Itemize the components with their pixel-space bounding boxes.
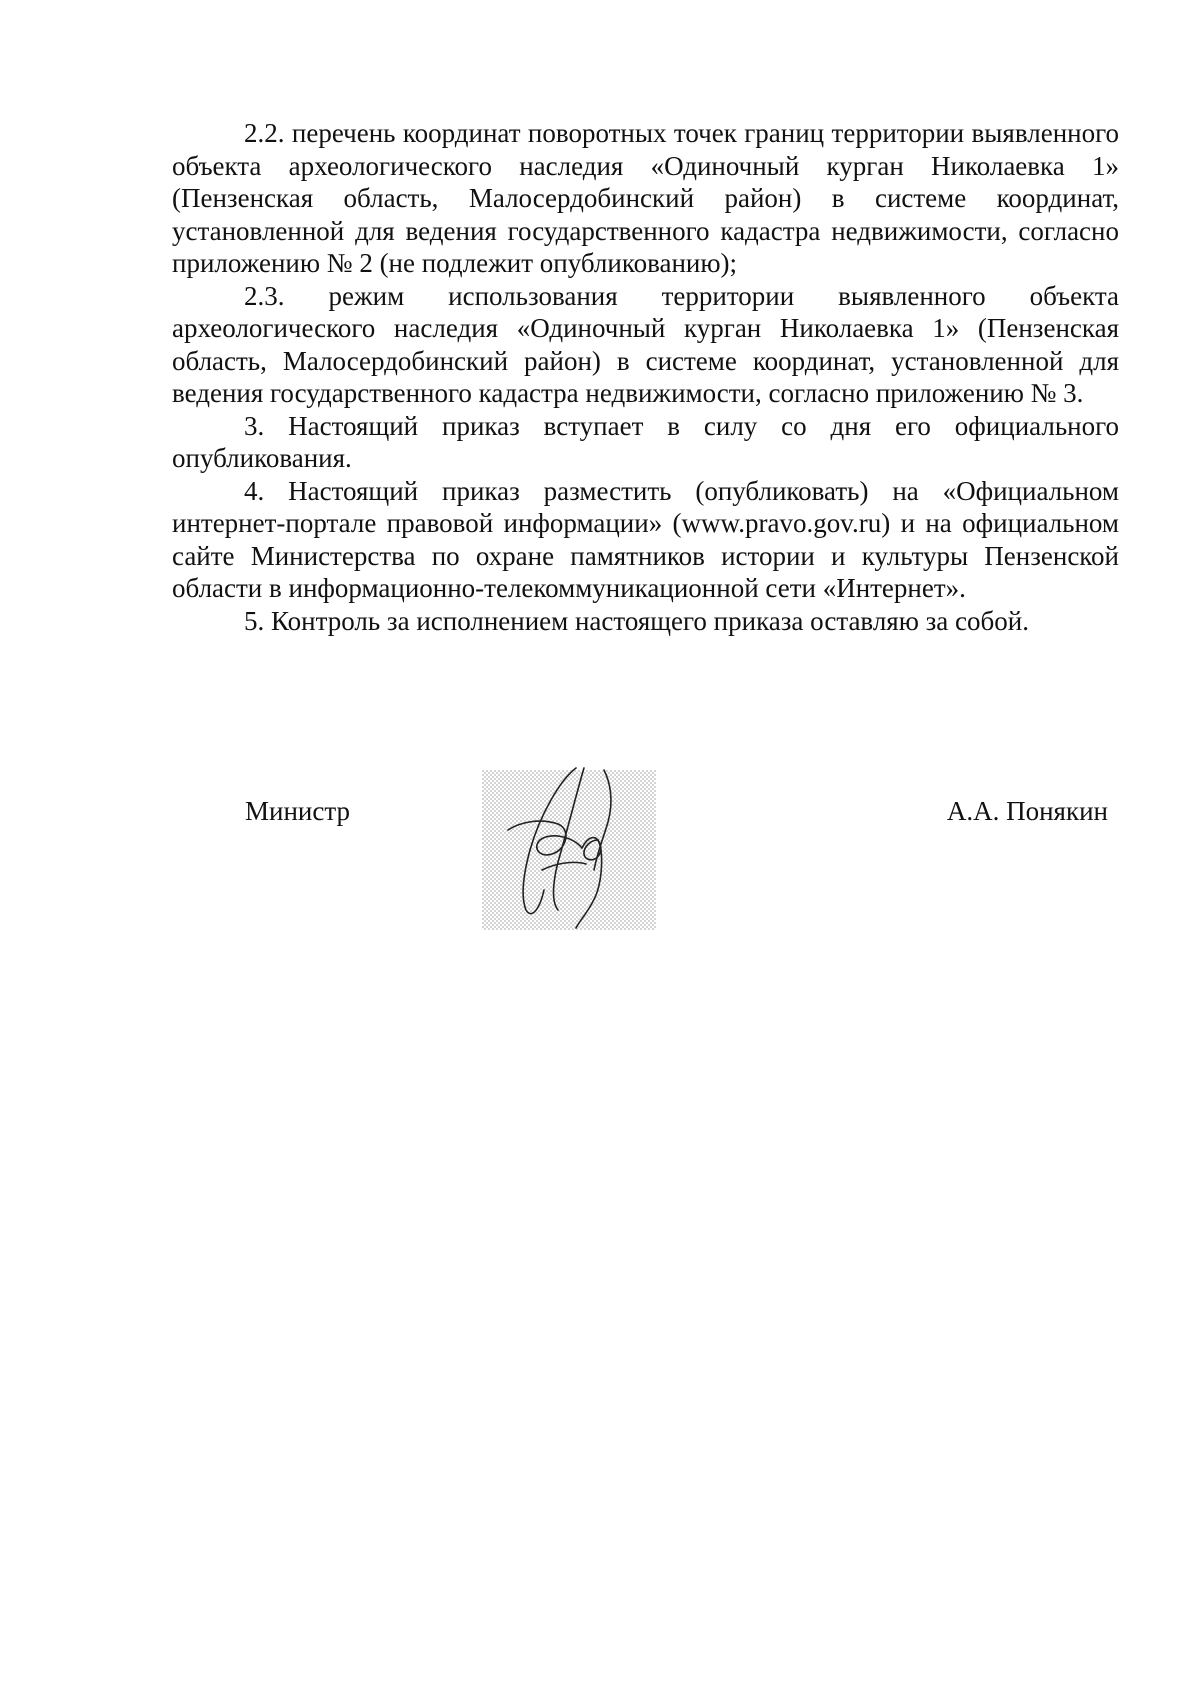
signature-background-screen	[482, 770, 656, 930]
signatory-name: А.А. Понякин	[946, 796, 1108, 826]
signature-svg	[480, 760, 658, 935]
signature-image	[480, 760, 658, 935]
signature-block	[0, 760, 1200, 960]
paragraph-2-3: 2.3. режим использования территории выявленного объекта археологического наследия «Одиночный курган Николаевка 1» (Пензенская область, Малосердобинский район) в системе координат, установленной для ведения государственного кадастра недвижимости, согласно приложению № 3.	[172, 280, 1119, 408]
signatory-title: Министр	[245, 796, 350, 826]
paragraph-3: 3. Настоящий приказ вступает в силу со дня его официального опубликования.	[172, 410, 1119, 473]
paragraph-5: 5. Контроль за исполнением настоящего приказа оставляю за собой.	[244, 605, 1029, 636]
paragraph-4: 4. Настоящий приказ разместить (опубликовать) на «Официальном интернет-портале правовой информации» (www.pravo.gov.ru) и на официальном сайте Министерства по охране памятников истории и культуры Пензенской области в информационно-телекоммуникационной сети «Интернет».	[172, 475, 1119, 603]
document-body	[172, 117, 1119, 637]
paragraph-2-2: 2.2. перечень координат поворотных точек границ территории выявленного объекта археологического наследия «Одиночный курган Николаевка 1» (Пензенская область, Малосердобинский район) в системе координат, установленной для ведения государственного кадастра недвижимости, согласно приложению № 2 (не подлежит опубликованию);	[172, 118, 1119, 278]
